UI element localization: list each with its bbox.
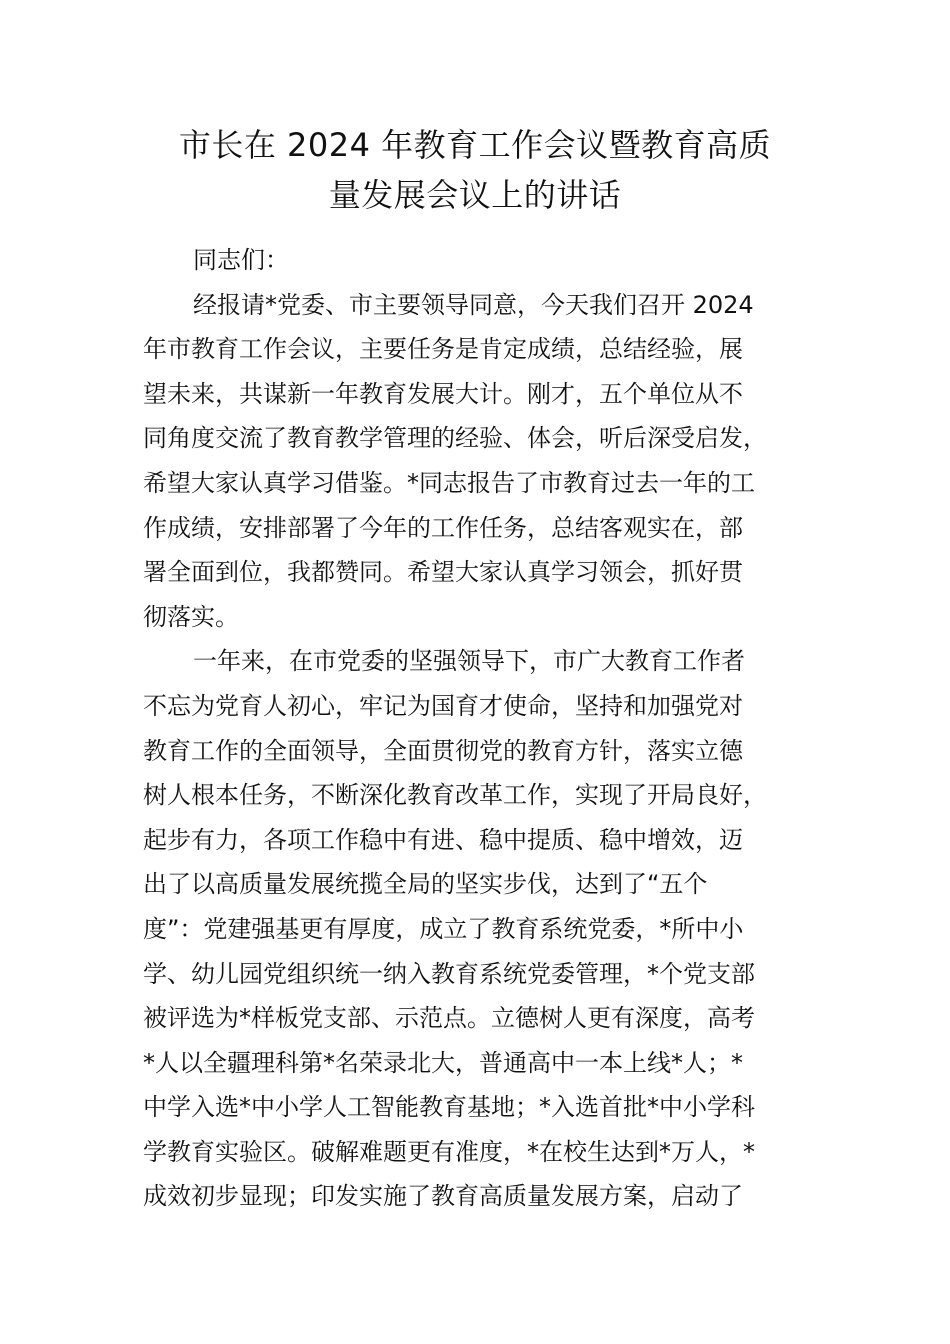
paragraph-line: 被评选为*样板党支部、示范点。立德树人更有深度，高考 (143, 1004, 755, 1033)
paragraph-line: 希望大家认真学习借鉴。*同志报告了市教育过去一年的工 (143, 468, 755, 497)
paragraph-1 (143, 283, 808, 640)
paragraph-line: 出了以高质量发展统揽全局的坚实步伐，达到了“五个 (143, 870, 708, 899)
paragraph-line: 一年来，在市党委的坚强领导下，市广大教育工作者 (193, 647, 745, 676)
title-line: 市长在 2024 年教育工作会议暨教育高质 (178, 126, 772, 164)
paragraph-line: 署全面到位，我都赞同。希望大家认真学习领会，抓好贯 (143, 558, 743, 587)
paragraph-line: 度”：党建强基更有厚度，成立了教育系统党委，*所中小 (143, 914, 744, 943)
paragraph-line: 作成绩，安排部署了今年的工作任务，总结客观实在，部 (143, 513, 743, 542)
paragraph-line: 经报请*党委、市主要领导同意，今天我们召开 2024 (193, 290, 754, 319)
paragraph-2 (143, 639, 808, 1219)
paragraph-line: 中学入选*中小学人工智能教育基地；*入选首批*中小学科 (143, 1093, 755, 1122)
paragraph-line: 望未来，共谋新一年教育发展大计。刚才，五个单位从不 (143, 379, 743, 408)
paragraph-line: 起步有力，各项工作稳中有进、稳中提质、稳中增效，迈 (143, 825, 743, 854)
paragraph-line: 年市教育工作会议，主要任务是肯定成绩，总结经验，展 (143, 335, 743, 364)
paragraph-line: 学、幼儿园党组织统一纳入教育系统党委管理，*个党支部 (143, 959, 755, 988)
paragraph-line: 教育工作的全面领导，全面贯彻党的教育方针，落实立德 (143, 736, 743, 765)
paragraph-line: 成效初步显现；印发实施了教育高质量发展方案，启动了 (143, 1182, 743, 1211)
paragraph-line: 学教育实验区。破解难题更有准度，*在校生达到*万人，* (143, 1137, 755, 1166)
salutation: 同志们： (193, 246, 289, 274)
paragraph-line: *人以全疆理科第*名荣录北大，普通高中一本上线*人；* (143, 1048, 743, 1077)
paragraph-line: 彻落实。 (143, 602, 239, 631)
title-line: 量发展会议上的讲话 (328, 176, 622, 214)
paragraph-line: 树人根本任务，不断深化教育改革工作，实现了开局良好， (143, 781, 767, 810)
paragraph-line: 同角度交流了教育教学管理的经验、体会，听后深受启发， (143, 424, 767, 453)
document-body (143, 238, 808, 1219)
document-title (140, 120, 810, 220)
paragraph-line: 不忘为党育人初心，牢记为国育才使命，坚持和加强党对 (143, 691, 743, 720)
